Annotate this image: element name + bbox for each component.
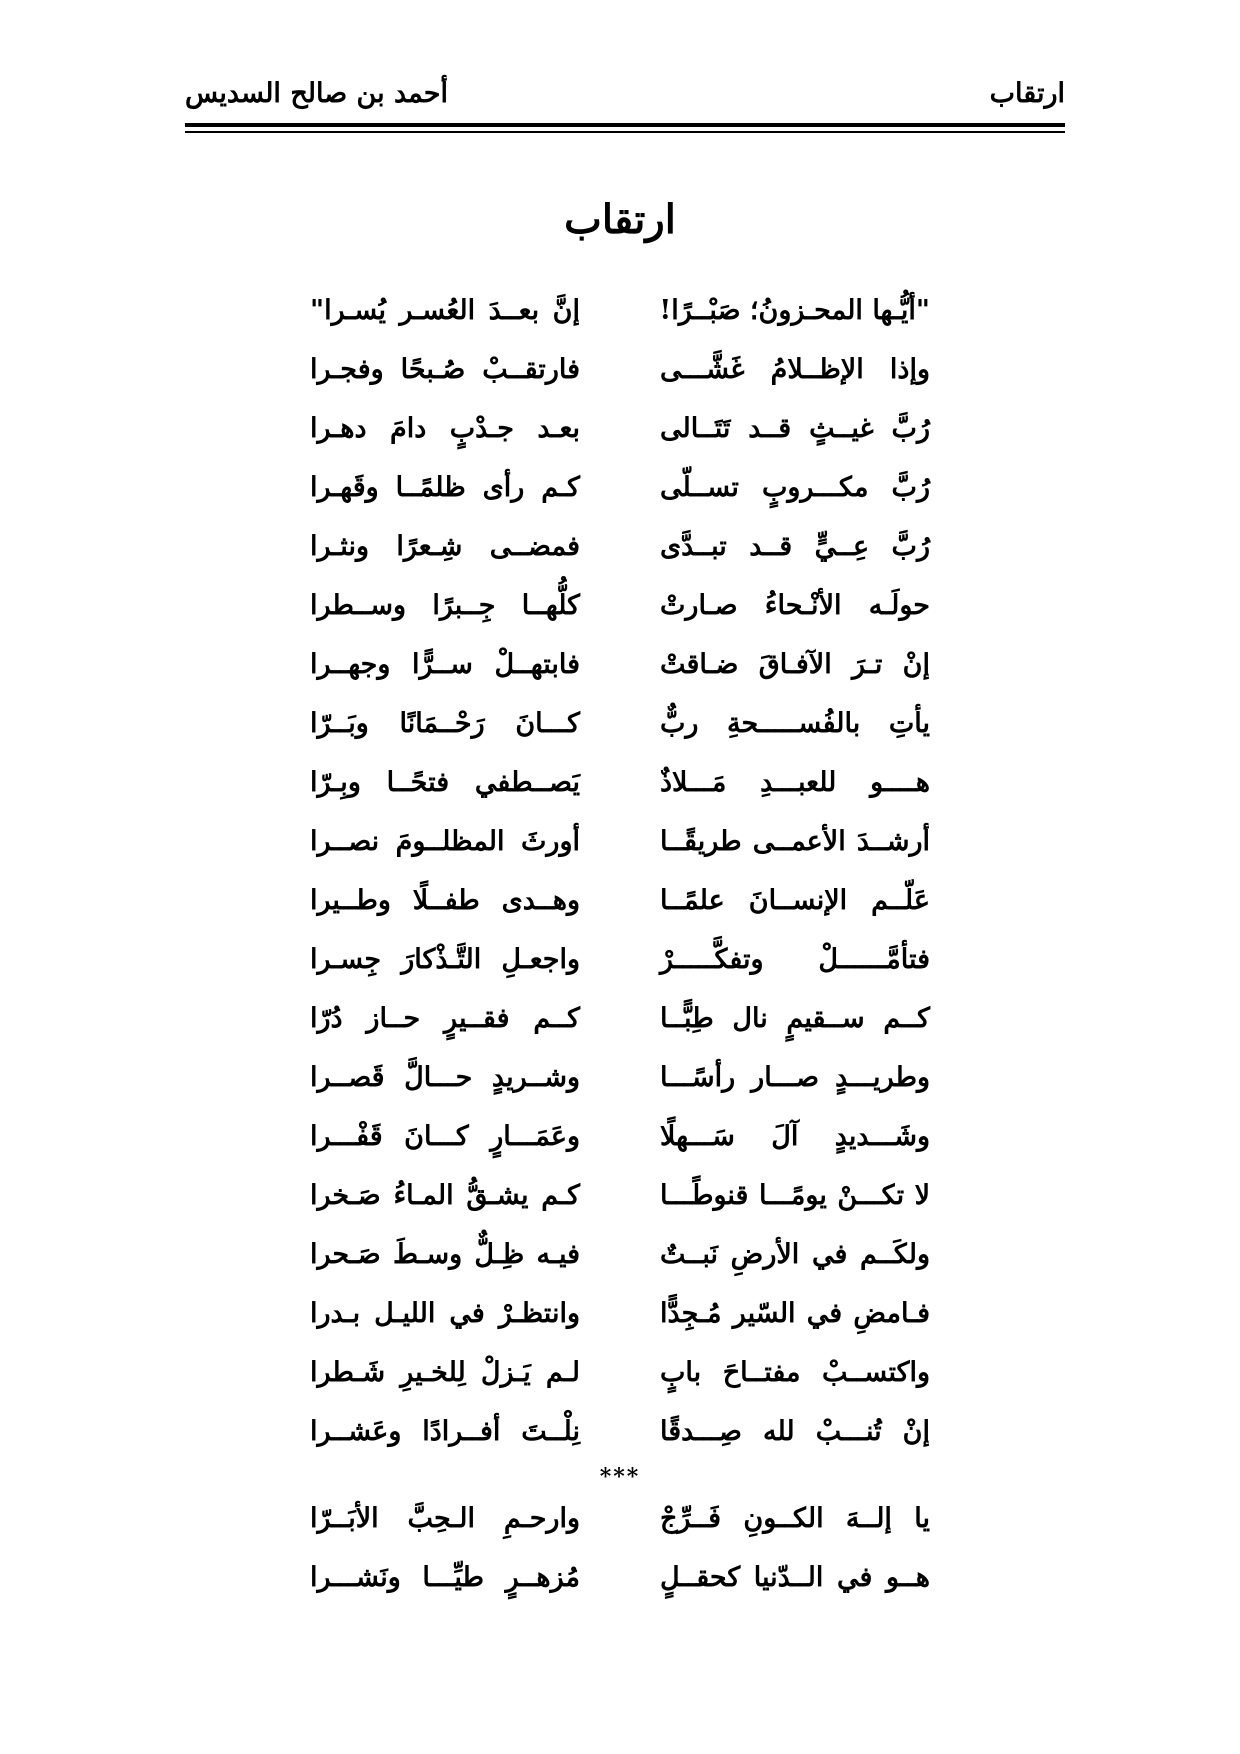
verse-first-hemistich: كــم ســقيمٍ نال طِبًّــا [660, 1003, 930, 1035]
verse-line [310, 1108, 930, 1167]
verse-line [310, 872, 930, 931]
verse-line [310, 400, 930, 459]
verse-line [310, 990, 930, 1049]
verse-second-hemistich: كـم رأى ظلمًــا وقَهـرا [310, 472, 580, 504]
verse-second-hemistich: لـم يَـزلْ لِلخـيرِ شَـطرا [310, 1357, 580, 1389]
verse-second-hemistich: بعـد جـدْبٍ دامَ دهـرا [310, 413, 580, 445]
verse-line [310, 931, 930, 990]
verse-first-hemistich: رُبَّ عِــيٍّ قــد تبــدَّى [660, 531, 930, 563]
verse-first-hemistich: أرشــدَ الأعمــى طريقًــا [660, 826, 930, 858]
verse-line [310, 1285, 930, 1344]
verse-line [310, 459, 930, 518]
verse-second-hemistich: وهــدى طفــلًا وطــيرا [310, 885, 580, 917]
verse-first-hemistich: يا إلــهَ الكــونِ فَــرِّجْ [660, 1503, 930, 1535]
verse-second-hemistich: فيـه ظِـلٌّ وسـطَ صَـحرا [310, 1239, 580, 1271]
verse-line [310, 813, 930, 872]
verse-line [310, 341, 930, 400]
verse-second-hemistich: واجعـلِ التَّـذْكارَ جِسـرا [310, 944, 580, 976]
verse-first-hemistich: وإذا الإظــلامُ غَشَّـــى [660, 354, 930, 386]
verse-line [310, 1549, 930, 1608]
verse-first-hemistich: فتأمَّــــــلْ وتفكَّـــــرْ [660, 944, 930, 976]
verse-list [310, 282, 930, 1462]
verse-line [310, 1049, 930, 1108]
poem-title: ارتقاب [564, 196, 676, 243]
verse-second-hemistich: وانتظـرْ في الليـل بـدرا [310, 1298, 580, 1330]
verse-second-hemistich: كـــانَ رَحْــمَانًا وبَــرّا [310, 708, 580, 740]
verse-line [310, 695, 930, 754]
verse-line [310, 518, 930, 577]
verse-first-hemistich: حولَـه الأنْـحاءُ صـارتْ [660, 590, 930, 622]
verse-line [310, 1403, 930, 1462]
verse-first-hemistich: إنْ تُنـــبْ لله صِـــدقًا [660, 1416, 930, 1448]
verse-first-hemistich: يأتِ بالفُســـــحةِ ربٌّ [660, 708, 930, 740]
verse-first-hemistich: فـامضِ في السّير مُـجِدًّا [660, 1298, 930, 1330]
verse-second-hemistich: يَصــطفي فتحًــا وبِـرّا [310, 767, 580, 799]
verse-second-hemistich: كلُّهــا جِــبرًا وســطرا [310, 590, 580, 622]
verse-first-hemistich: إنْ تـرَ الآفـاقَ ضـاقتْ [660, 649, 930, 681]
verse-first-hemistich: رُبَّ غيــثٍ قــد تَتَــالى [660, 413, 930, 445]
verse-first-hemistich: وطريـــدٍ صـــار رأسًـــا [660, 1062, 930, 1094]
poem-body [310, 282, 930, 1608]
verse-first-hemistich: وشَـــديدٍ آلَ سَـــهلًا [660, 1121, 930, 1153]
verse-second-hemistich: وعَمَـــارٍ كـــانَ قَفْـــرا [310, 1121, 580, 1153]
verse-second-hemistich: مُزهــرٍ طيِّـــا ونَشـــرا [310, 1562, 580, 1594]
verse-first-hemistich: هــــو للعبـــدِ مَـــلاذٌ [660, 767, 930, 799]
verse-line [310, 1167, 930, 1226]
verse-first-hemistich: رُبَّ مكـــروبٍ تســلّى [660, 472, 930, 504]
verse-second-hemistich: فمضــى شِـعرًا ونثـرا [310, 531, 580, 563]
verse-second-hemistich: إنَّ بعــدَ العُسـر يُسـرا" [310, 295, 580, 327]
header-rule-thick [185, 123, 1065, 127]
verse-second-hemistich: كــم فقــيرٍ حــاز دُرّا [310, 1003, 580, 1035]
verse-second-hemistich: أورثَ المظلــومَ نصــرا [310, 826, 580, 858]
verse-second-hemistich: كـم يشـقُّ المـاءُ صَـخرا [310, 1180, 580, 1212]
verse-first-hemistich: "أيُّـها المحـزونُ؛ صَبْــرًا! [659, 295, 930, 327]
verse-second-hemistich: فابتهــلْ ســرًّا وجهــرا [310, 649, 580, 681]
verse-first-hemistich: واكتســبْ مفتــاحَ بابٍ [660, 1357, 930, 1389]
verse-list-after-separator [310, 1490, 930, 1608]
verse-second-hemistich: فارتقــبْ صُـبحًا وفجـرا [310, 354, 580, 386]
verse-second-hemistich: وارحـمِ الـحِبَّ الأبَــرّا [310, 1503, 580, 1535]
verse-first-hemistich: هــو في الــدّنيا كحقــلٍ [660, 1562, 930, 1594]
verse-line [310, 754, 930, 813]
running-author-name: أحمد بن صالح السديس [185, 78, 448, 109]
verse-line [310, 282, 930, 341]
verse-line [310, 1344, 930, 1403]
header-rule-thin [185, 131, 1065, 133]
verse-line [310, 1490, 930, 1549]
page-header [185, 78, 1065, 118]
verse-line [310, 577, 930, 636]
verse-line [310, 636, 930, 695]
verse-first-hemistich: لا تكـــنْ يومًـــا قنوطًـــا [660, 1180, 930, 1212]
verse-first-hemistich: ولكَــم في الأرضِ نَبــتٌ [660, 1239, 930, 1271]
running-section-title: ارتقاب [989, 78, 1065, 109]
verse-line [310, 1226, 930, 1285]
verse-first-hemistich: عَلّــم الإنســانَ علمًــا [660, 885, 930, 917]
stanza-separator: *** [599, 1464, 641, 1490]
verse-second-hemistich: نِلْــتَ أفــرادًا وعَشــرا [310, 1416, 580, 1448]
verse-second-hemistich: وشــريدٍ حـــالَّ قَصــرا [310, 1062, 580, 1094]
